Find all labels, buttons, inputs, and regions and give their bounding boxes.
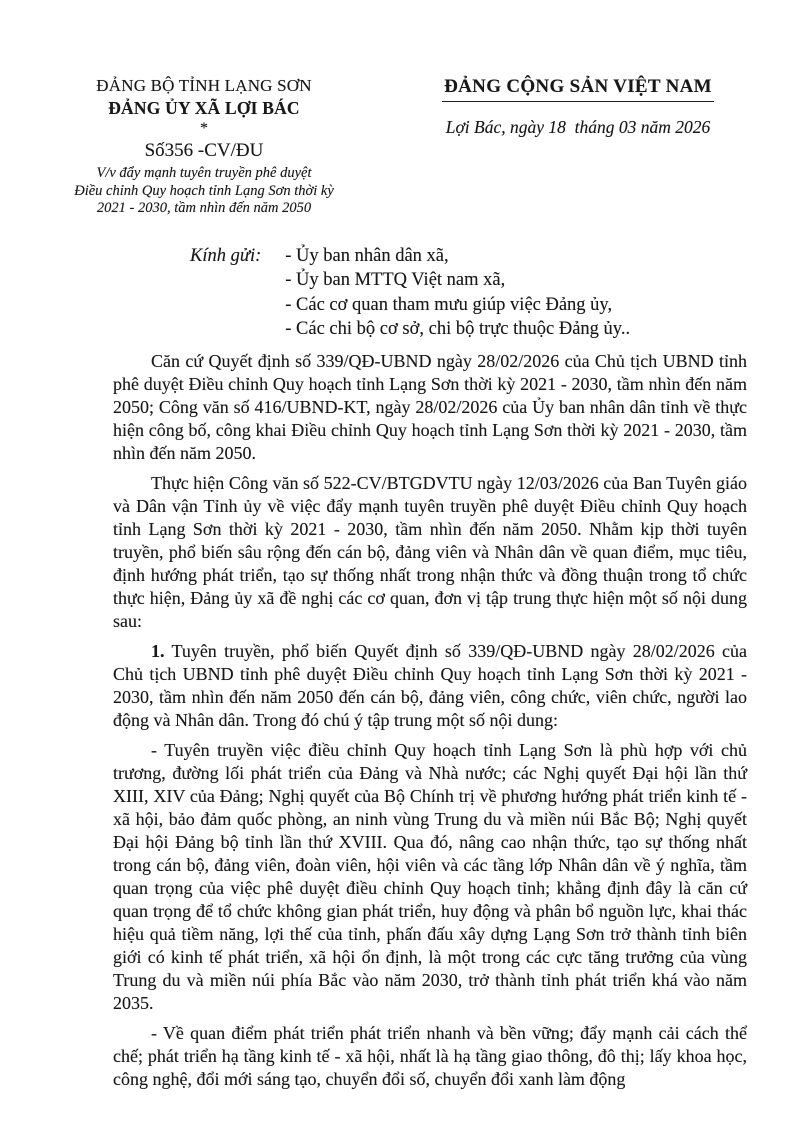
document-subject (48, 165, 360, 218)
subject-line-1: V/v đẩy mạnh tuyên truyền phê duyệt (96, 165, 312, 181)
subject-line-3: 2021 - 2030, tầm nhìn đến năm 2050 (96, 200, 312, 216)
paragraph-implementation: Thực hiện Công văn số 522-CV/BTGDVTU ngày 12/03/2026 của Ban Tuyên giáo và Dân vận Tỉnh ủy về việc đẩy mạnh tuyên truyền phê duyệt Điều chỉnh Quy hoạch tỉnh Lạng Sơn thời kỳ 2021 - 2030, tầm nhìn đến năm 2050. Nhằm kịp thời tuyên truyền, phổ biến sâu rộng đến cán bộ, đảng viên và Nhân dân về quan điểm, mục tiêu, định hướng phát triển, tạo sự thống nhất trong nhận thức và đồng thuận trong tổ chức thực hiện, Đảng ủy xã đề nghị các cơ quan, đơn vị tập trung thực hiện một số nội dung sau: (113, 472, 747, 631)
recipients-list (285, 244, 630, 342)
document-number: Số356 -CV/ĐU (144, 140, 264, 161)
bullet-development-viewpoint: - Về quan điểm phát triển phát triển nhanh và bền vững; đẩy mạnh cải cách thể chế; phát triển hạ tầng kinh tế - xã hội, nhất là hạ tầng giao thông, đô thị; lấy khoa học, công nghệ, đổi mới sáng tạo, chuyển đổi số, chuyển đổi xanh làm động (113, 1022, 747, 1089)
issuing-org-block (48, 76, 360, 218)
item-number: 1. (151, 640, 165, 661)
recipient-item: - Các chi bộ cơ sở, chi bộ trực thuộc Đảng ủy.. (285, 319, 631, 339)
paragraph-legal-basis: Căn cứ Quyết định số 339/QĐ-UBND ngày 28/02/2026 của Chủ tịch UBND tỉnh phê duyệt Điều chỉnh Quy hoạch tỉnh Lạng Sơn thời kỳ 2021 - 2030, tầm nhìn đến năm 2050; Công văn số 416/UBND-KT, ngày 28/02/2026 của Ủy ban nhân dân tỉnh về thực hiện công bố, công khai Điều chỉnh Quy hoạch tỉnh Lạng Sơn thời kỳ 2021 - 2030, tầm nhìn đến năm 2050. (113, 350, 747, 463)
letter-body (113, 350, 747, 1091)
star-separator: * (200, 120, 208, 137)
recipient-item: - Các cơ quan tham mưu giúp việc Đảng ủy, (285, 294, 613, 315)
recipients-block (190, 244, 800, 342)
recipients-label: Kính gửi: (190, 245, 262, 266)
recipient-item: - Ủy ban MTTQ Việt nam xã, (285, 270, 506, 290)
item-text: Tuyên truyền, phổ biến Quyết định số 339/QĐ-UBND ngày 28/02/2026 của Chủ tịch UBND tỉnh phê duyệt Điều chỉnh Quy hoạch tỉnh Lạng Sơn thời kỳ 2021 - 2030, tầm nhìn đến năm 2050 đến cán bộ, đảng viên, công chức, viên chức, người lao động và Nhân dân. Trong đó chú ý tập trung một số nội dung: (113, 640, 747, 730)
org-parent-name: ĐẢNG BỘ TỈNH LẠNG SƠN (96, 76, 312, 95)
paragraph-item-1 (113, 640, 747, 732)
place-dateline: Lợi Bác, ngày 18 tháng 03 năm 2026 (445, 117, 711, 137)
party-name: ĐẢNG CỘNG SẢN VIỆT NAM (442, 76, 714, 102)
national-header-block (411, 76, 745, 138)
recipient-item: - Ủy ban nhân dân xã, (285, 245, 449, 266)
org-name: ĐẢNG ỦY XÃ LỢI BÁC (108, 98, 300, 118)
party-name-wrap (411, 76, 745, 102)
subject-line-2: Điều chỉnh Quy hoạch tỉnh Lạng Sơn thời kỳ (74, 182, 334, 199)
bullet-propaganda-adjustment: - Tuyên truyền việc điều chỉnh Quy hoạch tỉnh Lạng Sơn là phù hợp với chủ trương, đường lối phát triển của Đảng và Nhà nước; các Nghị quyết Đại hội lần thứ XIII, XIV của Đảng; Nghị quyết của Bộ Chính trị về phương hướng phát triển kinh tế - xã hội, bảo đảm quốc phòng, an ninh vùng Trung du và miền núi Bắc Bộ; Nghị quyết Đại hội Đảng bộ tỉnh lần thứ XVIII. Qua đó, nâng cao nhận thức, tạo sự thống nhất trong cán bộ, đảng viên, đoàn viên, hội viên và các tầng lớp Nhân dân về ý nghĩa, tầm quan trọng của việc phê duyệt điều chỉnh Quy hoạch tỉnh; khẳng định đây là căn cứ quan trọng để tổ chức không gian phát triển, huy động và phân bổ nguồn lực, khai thác hiệu quả tiềm năng, lợi thế của tỉnh, phấn đấu xây dựng Lạng Sơn trở thành tỉnh biên giới có kinh tế phát triển, xã hội ổn định, là một trong các cực tăng trưởng của vùng Trung du và miền núi phía Bắc vào năm 2030, trở thành tỉnh phát triển khá vào năm 2035. (113, 739, 747, 1013)
document-header (0, 0, 800, 218)
